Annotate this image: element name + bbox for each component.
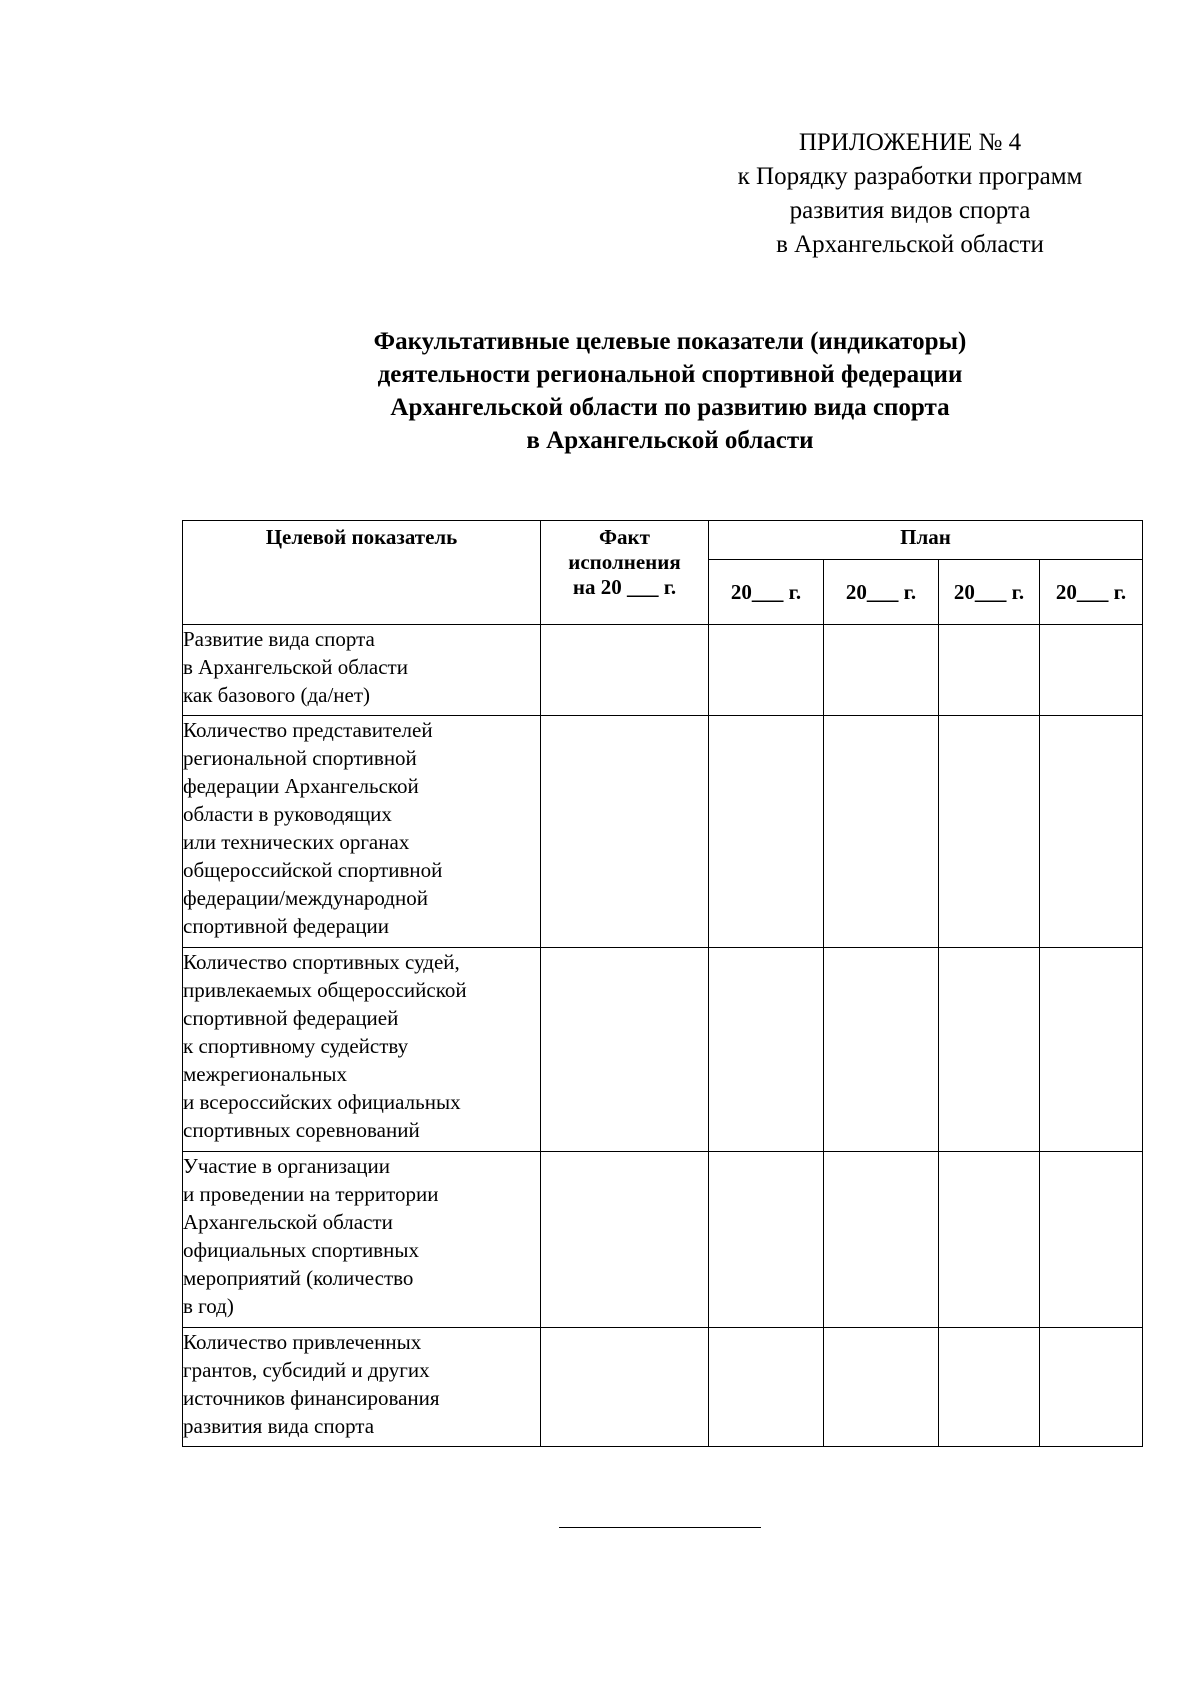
header-fact-line: Факт [599,525,650,549]
indicator-line: источников финансирования [183,1386,440,1410]
plan-cell[interactable] [939,948,1040,1152]
indicator-line: федерации/международной [183,886,428,910]
plan-cell[interactable] [709,625,824,716]
indicators-table [182,520,1143,1447]
plan-cell[interactable] [824,948,939,1152]
table-row [183,625,1143,716]
table-row [183,1152,1143,1328]
plan-cell[interactable] [939,716,1040,948]
table-header-row [183,521,1143,560]
header-year: 20___ г. [709,560,824,625]
indicator-line: в Архангельской области [183,655,408,679]
plan-cell[interactable] [824,1328,939,1447]
header-year: 20___ г. [939,560,1040,625]
plan-cell[interactable] [824,625,939,716]
plan-cell[interactable] [709,1152,824,1328]
appendix-line: ПРИЛОЖЕНИЕ № 4 [798,129,1022,156]
indicator-line: общероссийской спортивной [183,858,443,882]
indicator-line: привлекаемых общероссийской [183,978,467,1002]
indicator-line: к спортивному судейству [183,1034,409,1058]
indicator-line: развития вида спорта [183,1414,375,1438]
header-year: 20___ г. [824,560,939,625]
title-line: в Архангельской области [526,427,814,454]
plan-cell[interactable] [1040,716,1143,948]
plan-cell[interactable] [939,1328,1040,1447]
plan-cell[interactable] [1040,1328,1143,1447]
indicator-line: региональной спортивной [183,746,417,770]
title-line: Факультативные целевые показатели (индикаторы) [373,328,967,355]
plan-cell[interactable] [709,716,824,948]
indicator-line: области в руководящих [183,802,392,826]
plan-cell[interactable] [1040,625,1143,716]
indicator-line: Количество представителей [183,718,433,742]
fact-cell[interactable] [541,1328,709,1447]
fact-cell[interactable] [541,948,709,1152]
header-fact [541,521,709,625]
fact-cell[interactable] [541,1152,709,1328]
header-year: 20___ г. [1040,560,1143,625]
end-divider [559,1527,761,1528]
indicator-line: официальных спортивных [183,1238,419,1262]
fact-cell[interactable] [541,716,709,948]
indicator-line: Количество спортивных судей, [183,950,460,974]
indicator-line: Развитие вида спорта [183,627,375,651]
appendix-line: развития видов спорта [789,197,1031,224]
appendix-line: к Порядку разработки программ [737,163,1083,190]
plan-cell[interactable] [1040,1152,1143,1328]
indicator-cell [183,948,541,1152]
indicator-line: спортивной федерации [183,914,390,938]
plan-cell[interactable] [709,948,824,1152]
plan-cell[interactable] [939,1152,1040,1328]
indicator-line: в год) [183,1294,234,1318]
fact-cell[interactable] [541,625,709,716]
indicator-line: Архангельской области [183,1210,393,1234]
indicator-cell [183,625,541,716]
title-line: Архангельской области по развитию вида спорта [390,394,950,421]
indicator-line: и проведении на территории [183,1182,439,1206]
plan-cell[interactable] [1040,948,1143,1152]
plan-cell[interactable] [939,625,1040,716]
indicator-line: Количество привлеченных [183,1330,422,1354]
indicator-line: межрегиональных [183,1062,347,1086]
indicator-cell [183,716,541,948]
header-indicator: Целевой показатель [183,521,541,625]
indicator-line: Участие в организации [183,1154,390,1178]
indicator-line: спортивной федерацией [183,1006,399,1030]
plan-cell[interactable] [824,1152,939,1328]
table-row [183,716,1143,948]
title-line: деятельности региональной спортивной федерации [377,361,963,388]
appendix-line: в Архангельской области [776,231,1044,258]
indicator-line: и всероссийских официальных [183,1090,461,1114]
indicator-line: как базового (да/нет) [183,683,371,707]
table-row [183,948,1143,1152]
header-plan: План [709,521,1143,560]
header-fact-line: исполнения [568,550,681,574]
indicator-cell [183,1152,541,1328]
indicator-line: грантов, субсидий и других [183,1358,430,1382]
indicator-line: спортивных соревнований [183,1118,420,1142]
indicator-cell [183,1328,541,1447]
plan-cell[interactable] [709,1328,824,1447]
indicator-line: мероприятий (количество [183,1266,414,1290]
header-fact-line: на 20 ___ г. [572,575,677,599]
document-title [230,325,1110,457]
plan-cell[interactable] [824,716,939,948]
indicator-line: федерации Архангельской [183,774,419,798]
appendix-heading [690,126,1130,262]
indicator-line: или технических органах [183,830,410,854]
table-row [183,1328,1143,1447]
